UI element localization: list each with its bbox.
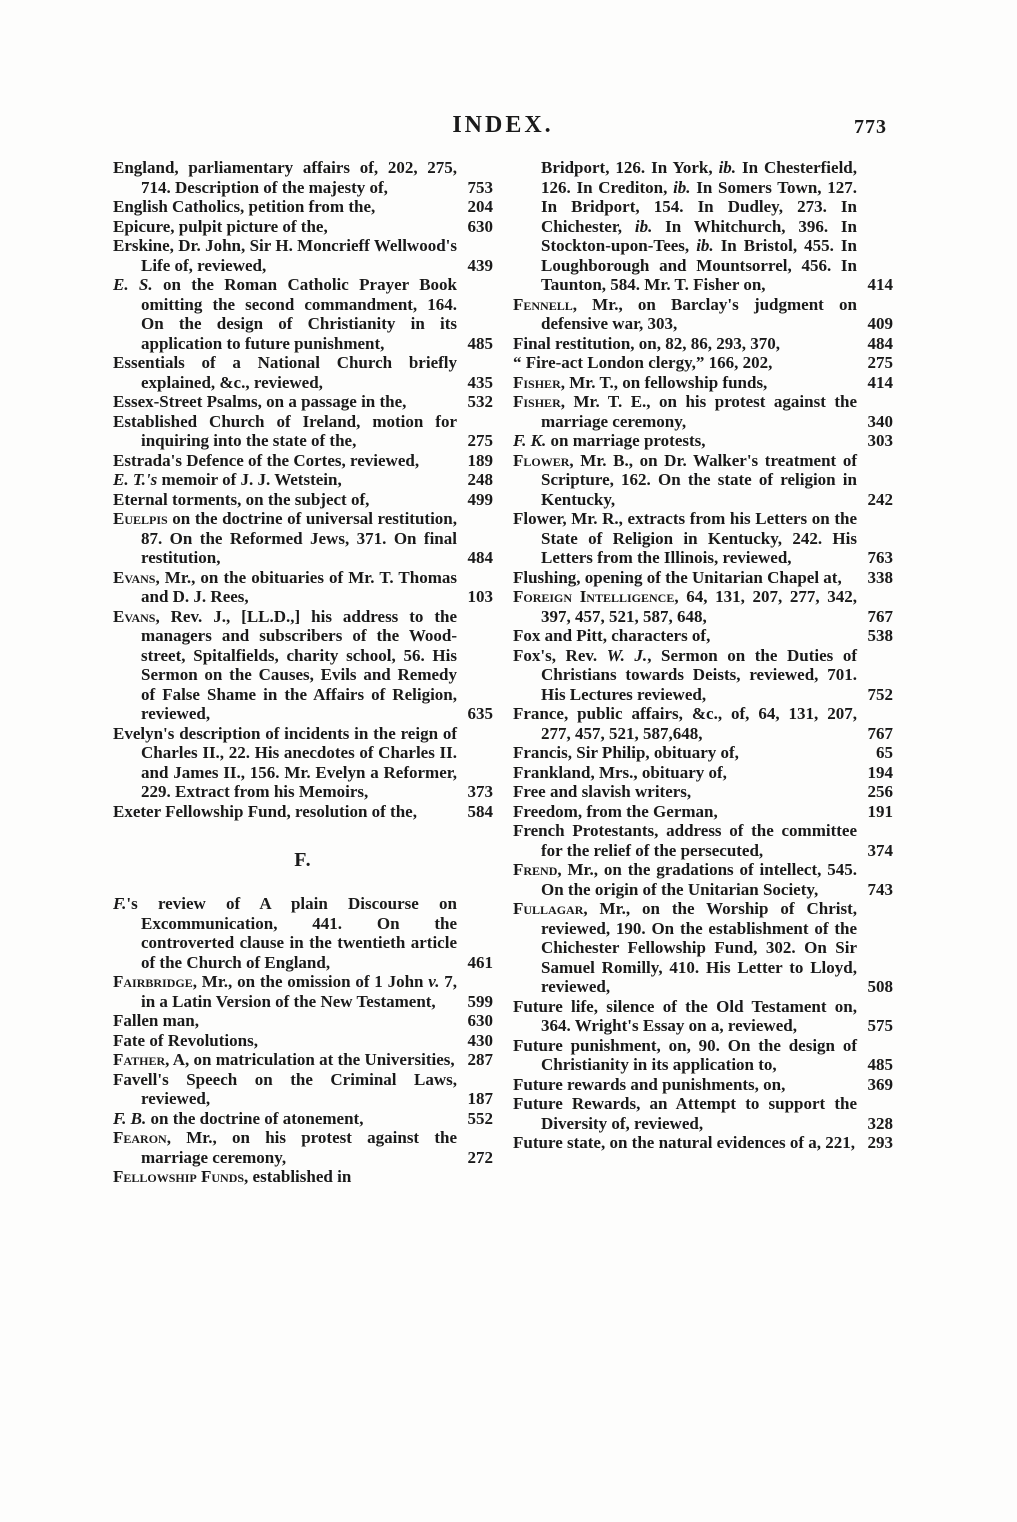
- text-segment: F.: [113, 894, 127, 913]
- entry-text: [513, 353, 772, 372]
- entry-text: [113, 1070, 457, 1109]
- index-columns: [113, 158, 893, 1187]
- text-segment: Bridport, 126. In York,: [541, 158, 719, 177]
- entry-text: [513, 1133, 855, 1152]
- entry-page-ref: 484: [867, 333, 893, 353]
- entry-page-ref: 484: [467, 548, 493, 567]
- text-segment: , 64, 131, 207, 277, 342, 397, 457, 521, 587, 648,: [541, 587, 858, 626]
- text-segment: ib.: [696, 236, 714, 255]
- entry-page-ref: 187: [467, 1089, 493, 1108]
- text-segment: memoir of J. J. Wetstein,: [157, 470, 342, 489]
- index-entry: [113, 607, 493, 724]
- index-entry: [513, 646, 893, 705]
- index-entry: [513, 626, 893, 646]
- text-segment: ib.: [634, 216, 653, 236]
- text-segment: Fisher: [513, 392, 561, 411]
- entry-page-ref: 499: [467, 489, 493, 509]
- entry-page-ref: 191: [867, 801, 893, 821]
- index-entry: [513, 431, 893, 451]
- text-segment: English Catholics, petition from the,: [113, 197, 376, 216]
- text-segment: Flower, Mr. R., extracts from his Letters on the State of Religion in Kentucky, 242. His Letters from the Illinois, reviewed,: [513, 509, 857, 567]
- text-segment: Fearon: [113, 1128, 167, 1147]
- index-entry: [513, 743, 893, 763]
- index-entry: [513, 1075, 893, 1095]
- index-entry: [113, 275, 493, 353]
- index-entry: [113, 392, 493, 412]
- text-segment: Fox and Pitt, characters of,: [513, 626, 711, 645]
- text-segment: Essentials of a National Church briefly explained, &c., reviewed,: [113, 353, 457, 392]
- entry-text: [513, 568, 842, 587]
- entry-page-ref: 248: [467, 470, 493, 489]
- text-segment: Fisher: [513, 372, 561, 392]
- entry-page-ref: 374: [867, 840, 893, 860]
- text-segment: , Rev. J., [LL.D.,] his address to the managers and subscribers of the Wood-street, Spitalfields, charity school, 56. His Sermon on the Causes, Evils and Remedy of False Shame in the Affairs of Religion, reviewed,: [141, 606, 457, 723]
- entry-page-ref: 340: [867, 411, 893, 431]
- text-segment: France, public affairs, &c., of, 64, 131, 207, 277, 457, 521, 587,648,: [513, 704, 857, 743]
- entry-page-ref: 189: [467, 450, 493, 470]
- index-entry: [113, 490, 493, 510]
- text-segment: Epicure, pulpit picture of the,: [113, 216, 328, 236]
- entry-page-ref: 328: [867, 1113, 893, 1133]
- entry-text: [513, 821, 857, 860]
- entry-page-ref: 242: [867, 489, 893, 509]
- index-entry: [113, 1070, 493, 1109]
- entry-page-ref: 414: [867, 372, 893, 392]
- index-entry: [513, 997, 893, 1036]
- text-segment: Future Rewards, an Attempt to support the Diversity of, reviewed,: [513, 1094, 857, 1133]
- index-entry: [513, 509, 893, 568]
- entry-text: [113, 568, 457, 607]
- text-segment: Fallen man,: [113, 1011, 199, 1030]
- index-entry: [513, 334, 893, 354]
- index-entry: [513, 782, 893, 802]
- text-segment: , Mr., on the gradations of intellect, 545. On the origin of the Unitarian Society,: [541, 860, 857, 899]
- entry-text: [513, 334, 780, 353]
- folio-page-number: 773: [854, 116, 887, 138]
- text-segment: Future rewards and punishments, on,: [513, 1074, 786, 1094]
- text-segment: E. T.'s: [113, 470, 158, 489]
- entry-page-ref: 767: [867, 606, 893, 626]
- entry-page-ref: 767: [867, 723, 893, 743]
- index-entry: [113, 353, 493, 392]
- text-segment: Flushing, opening of the Unitarian Chapel at,: [513, 567, 842, 587]
- text-segment: Evans: [113, 567, 156, 587]
- index-entry: [513, 860, 893, 899]
- text-segment: 's review of A plain Discourse on Excommunication, 441. On the controverted clause in the twentieth article of the Church of England,: [126, 894, 457, 972]
- entry-page-ref: 272: [467, 1147, 493, 1167]
- text-segment: Father: [113, 1050, 166, 1069]
- index-entry: [513, 451, 893, 510]
- index-entry: [113, 1031, 493, 1051]
- entry-page-ref: 753: [467, 177, 493, 197]
- entry-text: [113, 197, 375, 216]
- text-segment: , A, on matriculation at the Universities,: [165, 1050, 455, 1069]
- text-segment: Frend: [513, 860, 558, 879]
- index-entry: [113, 217, 493, 237]
- text-segment: Eternal torments, on the subject of,: [113, 489, 370, 509]
- text-segment: E. S.: [113, 275, 153, 294]
- text-segment: v.: [428, 972, 440, 991]
- index-column-right: [513, 158, 893, 1187]
- text-segment: In Somers Town, 127. In Bridport, 154. In Dudley, 273. In Chichester,: [541, 177, 857, 236]
- text-segment: In Bristol, 455. In Loughborough and Mountsorrel, 456. In Taunton, 584. Mr. T. Fisher on,: [541, 236, 858, 294]
- text-segment: In Chesterfield, 126. In Crediton,: [541, 158, 857, 197]
- text-segment: Francis, Sir Philip, obituary of,: [513, 743, 739, 762]
- entry-text: [513, 646, 857, 704]
- entry-page-ref: 635: [467, 704, 493, 723]
- text-segment: Fellowship Funds: [113, 1167, 245, 1186]
- entry-text: [113, 1031, 258, 1050]
- entry-text: [113, 607, 457, 724]
- index-entry: [513, 821, 893, 860]
- index-entry: [113, 470, 493, 490]
- text-segment: In Whitchurch, 396. In Stockton-upon-Tees,: [541, 216, 857, 255]
- entry-text: [113, 392, 406, 411]
- index-entry: [513, 1133, 893, 1153]
- entry-text: [113, 158, 457, 197]
- entry-text: [113, 1109, 363, 1128]
- entry-text: [513, 860, 857, 899]
- entry-page-ref: 414: [867, 275, 893, 294]
- index-entry: [113, 236, 493, 275]
- entry-text: [113, 217, 328, 236]
- entry-text: [113, 470, 342, 489]
- text-segment: Fairbridge: [113, 972, 193, 991]
- entry-page-ref: 743: [867, 879, 893, 899]
- index-entry: [513, 1036, 893, 1075]
- text-segment: Frankland, Mrs., obituary of,: [513, 762, 727, 782]
- entry-text: [513, 295, 857, 334]
- text-segment: 7, in a Latin Version of the New Testament,: [141, 972, 458, 1011]
- text-segment: , Mr., on Barclay's judgment on defensive war, 303,: [541, 294, 857, 333]
- entry-text: [113, 353, 457, 392]
- entry-page-ref: 369: [867, 1074, 893, 1094]
- text-segment: Established Church of Ireland, motion for inquiring into the state of the,: [113, 411, 457, 450]
- entry-text: [513, 509, 857, 567]
- page-header: [113, 112, 893, 139]
- text-segment: Euelpis: [113, 509, 168, 528]
- text-segment: ib.: [673, 177, 691, 197]
- text-segment: French Protestants, address of the committee for the relief of the persecuted,: [513, 821, 857, 860]
- text-segment: Freedom, from the German,: [513, 801, 718, 821]
- entry-text: [513, 997, 857, 1036]
- index-entry: [113, 894, 493, 972]
- text-segment: , Mr., on the obituaries of Mr. T. Thomas and D. J. Rees,: [141, 567, 457, 606]
- entry-text: [513, 431, 706, 450]
- entry-text: [513, 451, 857, 509]
- entry-text: [113, 451, 419, 470]
- index-entry: [113, 509, 493, 568]
- index-entry: [113, 972, 493, 1011]
- text-segment: Future state, on the natural evidences of a, 221,: [513, 1133, 856, 1152]
- entry-text: [513, 802, 718, 821]
- entry-page-ref: 575: [867, 1016, 893, 1035]
- entry-text: [513, 899, 857, 996]
- text-segment: Fennell: [513, 294, 573, 314]
- entry-page-ref: 256: [867, 782, 893, 801]
- text-segment: Future punishment, on, 90. On the design of Christianity in its application to,: [513, 1035, 857, 1074]
- text-segment: , Mr. T., on fellowship funds,: [560, 372, 768, 392]
- index-column-left: [113, 158, 493, 1187]
- index-entry: [113, 1128, 493, 1167]
- index-entry: [513, 704, 893, 743]
- text-segment: , Mr., on the Worship of Christ, reviewed, 190. On the establishment of the Chichester Fellowship Fund, 302. On Sir Samuel Romilly, 410. His Letter to Lloyd, reviewed,: [541, 899, 857, 996]
- entry-page-ref: 435: [467, 372, 493, 392]
- text-segment: Exeter Fellowship Fund, resolution of the,: [113, 801, 417, 821]
- text-segment: W. J.: [606, 645, 648, 665]
- text-segment: , Sermon on the Duties of Christians towards Deists, reviewed, 701. His Lectures reviewed,: [541, 645, 858, 704]
- text-segment: on the Roman Catholic Prayer Book omitting the second commandment, 164. On the design of Christianity in its application to future punishment,: [141, 275, 457, 353]
- text-segment: Erskine, Dr. John, Sir H. Moncrieff Wellwood's Life of, reviewed,: [113, 236, 457, 275]
- text-segment: on the doctrine of atonement,: [146, 1108, 364, 1128]
- entry-page-ref: 630: [467, 216, 493, 236]
- entry-page-ref: 275: [467, 431, 493, 450]
- entry-text: [113, 490, 369, 509]
- index-entry: [513, 295, 893, 334]
- text-segment: , Mr., on the omission of 1 John: [192, 972, 429, 991]
- text-segment: Flower: [513, 450, 570, 470]
- entry-text: [513, 1036, 857, 1075]
- entry-page-ref: 204: [467, 197, 493, 216]
- entry-text: [113, 1167, 351, 1186]
- entry-text: [513, 587, 857, 626]
- index-entry: [113, 1050, 493, 1070]
- entry-text: [513, 763, 727, 782]
- text-segment: , Mr. T. E., on his protest against the marriage ceremony,: [541, 392, 857, 431]
- text-segment: Fox's, Rev.: [513, 645, 607, 665]
- entry-text: [513, 1075, 785, 1094]
- entry-text: [113, 724, 457, 802]
- index-entry: [513, 802, 893, 822]
- entry-text: [113, 509, 457, 567]
- entry-page-ref: 439: [467, 255, 493, 275]
- index-entry: [113, 724, 493, 802]
- entry-page-ref: 532: [467, 392, 493, 411]
- index-entry: [513, 373, 893, 393]
- entry-page-ref: 287: [467, 1050, 493, 1069]
- text-segment: Fullagar: [513, 899, 584, 918]
- index-entry: [113, 802, 493, 822]
- entry-page-ref: 103: [467, 587, 493, 606]
- entry-text: [113, 1128, 457, 1167]
- entry-text: [113, 275, 457, 353]
- text-segment: Free and slavish writers,: [513, 782, 692, 801]
- entry-page-ref: 763: [867, 548, 893, 567]
- entry-page-ref: 552: [467, 1108, 493, 1128]
- index-entry: [513, 587, 893, 626]
- text-segment: England, parliamentary affairs of, 202, 275, 714. Description of the majesty of,: [113, 158, 457, 197]
- text-segment: Estrada's Defence of the Cortes, reviewed,: [113, 450, 420, 470]
- entry-page-ref: 293: [867, 1133, 893, 1152]
- text-segment: Evelyn's description of incidents in the reign of Charles II., 22. His anecdotes of Charles II. and James II., 156. Mr. Evelyn a Reformer, 229. Extract from his Memoirs,: [113, 723, 457, 801]
- entry-page-ref: 65: [876, 743, 893, 762]
- text-segment: , Mr. B., on Dr. Walker's treatment of Scripture, 162. On the state of religion in Kentucky,: [541, 450, 857, 509]
- index-entry: [513, 353, 893, 373]
- entry-page-ref: 338: [867, 567, 893, 587]
- entry-text: [513, 392, 857, 431]
- entry-text: [541, 158, 857, 294]
- entry-page-ref: 430: [467, 1030, 493, 1050]
- entry-page-ref: 630: [467, 1011, 493, 1030]
- entry-page-ref: 485: [867, 1055, 893, 1074]
- entry-text: [113, 894, 457, 972]
- entry-text: [513, 704, 857, 743]
- text-segment: ib.: [718, 158, 737, 177]
- entry-text: [113, 1011, 199, 1030]
- index-entry: [513, 1094, 893, 1133]
- text-segment: Final restitution, on, 82, 86, 293, 370,: [513, 333, 780, 353]
- index-entry: [113, 197, 493, 217]
- entry-page-ref: 508: [867, 977, 893, 996]
- entry-page-ref: 461: [467, 952, 493, 972]
- index-entry: [513, 158, 893, 295]
- entry-page-ref: 752: [867, 684, 893, 704]
- text-segment: on marriage protests,: [546, 431, 706, 450]
- entry-text: [513, 1094, 857, 1133]
- entry-page-ref: 409: [867, 314, 893, 333]
- entry-text: [113, 236, 457, 275]
- index-entry: [513, 899, 893, 997]
- text-segment: Future life, silence of the Old Testament on, 364. Wright's Essay on a, reviewed,: [513, 996, 857, 1035]
- index-entry: [113, 1167, 493, 1187]
- index-entry: [513, 392, 893, 431]
- text-segment: F. K.: [513, 431, 547, 450]
- entry-page-ref: 373: [467, 782, 493, 801]
- entry-text: [113, 1050, 455, 1069]
- entry-page-ref: 584: [467, 801, 493, 821]
- entry-text: [513, 743, 739, 762]
- text-segment: Fate of Revolutions,: [113, 1030, 258, 1050]
- index-entry: [113, 1011, 493, 1031]
- text-segment: F. B.: [113, 1108, 147, 1128]
- section-heading: F.: [294, 849, 312, 871]
- entry-text: [513, 626, 710, 645]
- entry-page-ref: 194: [867, 762, 893, 782]
- index-entry: [513, 568, 893, 588]
- entry-page-ref: 538: [867, 626, 893, 645]
- index-entry: [113, 412, 493, 451]
- entry-text: [113, 412, 457, 451]
- text-segment: Foreign Intelligence: [513, 587, 675, 606]
- index-entry: [513, 763, 893, 783]
- text-segment: Favell's Speech on the Criminal Laws, reviewed,: [113, 1069, 457, 1108]
- entry-text: [113, 802, 417, 821]
- entry-page-ref: 275: [867, 353, 893, 372]
- entry-text: [513, 782, 691, 801]
- entry-page-ref: 303: [867, 431, 893, 450]
- entry-page-ref: 485: [467, 333, 493, 353]
- text-segment: “ Fire-act London clergy,” 166, 202,: [513, 353, 773, 372]
- text-segment: on the doctrine of universal restitution, 87. On the Reformed Jews, 371. On final restitution,: [141, 509, 457, 567]
- entry-page-ref: 599: [467, 991, 493, 1011]
- text-segment: Evans: [113, 606, 156, 626]
- entry-text: [113, 972, 457, 1011]
- entry-text: [513, 373, 767, 392]
- index-entry: [113, 451, 493, 471]
- index-entry: [113, 158, 493, 197]
- text-segment: , Mr., on his protest against the marriage ceremony,: [141, 1128, 457, 1167]
- text-segment: , established in: [244, 1167, 352, 1186]
- running-title: INDEX.: [452, 112, 554, 138]
- text-segment: Essex-Street Psalms, on a passage in the,: [113, 392, 407, 411]
- index-entry: [113, 568, 493, 607]
- index-entry: [113, 1109, 493, 1129]
